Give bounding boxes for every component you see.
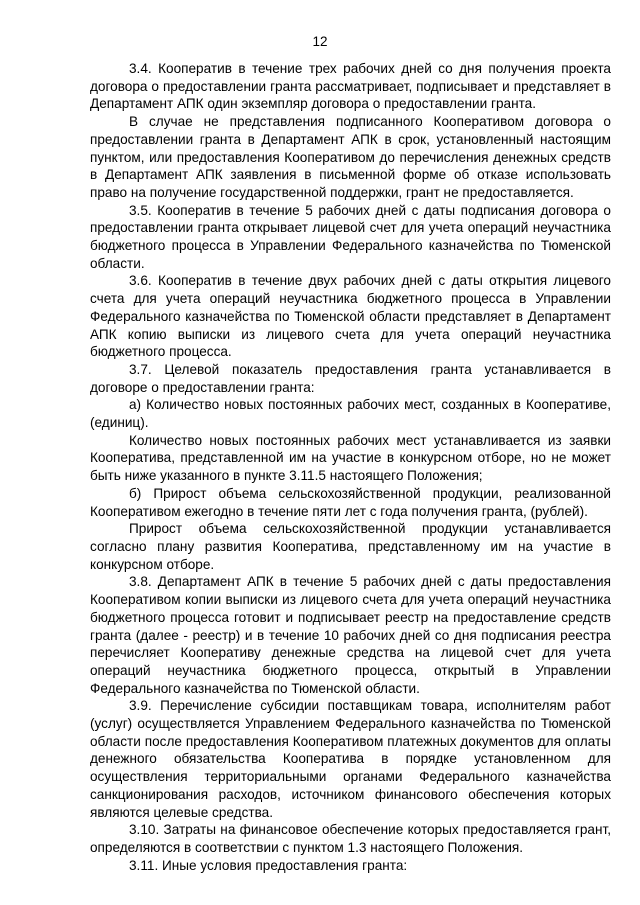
paragraph-3-10: 3.10. Затраты на финансовое обеспечение которых предоставляется грант, определяются в соответствии с пунктом 1.3 настоящего Положения. [90, 822, 611, 855]
paragraph-3-8: 3.8. Департамент АПК в течение 5 рабочих дней с даты предоставления Кооперативом копии выписки из лицевого счета для учета операций неучастника бюджетного процесса готовит и подписывает реестр на предоставление средств гранта (далее - реестр) и в течение 10 рабочих дней со дня подписания реестра перечисляет Кооперативу денежные средства на лицевой счет для учета операций неучастника бюджетного процесса, открытый в Управлении Федерального казначейства по Тюменской области. [90, 574, 611, 696]
paragraph-3-7-a: а) Количество новых постоянных рабочих мест, созданных в Кооперативе, (единиц). [90, 397, 611, 431]
paragraph-3-7: 3.7. Целевой показатель предоставления гранта устанавливается в договоре о предоставлении гранта: [90, 361, 611, 395]
paragraph-3-6: 3.6. Кооператив в течение двух рабочих дней с даты открытия лицевого счета для учета операций неучастника бюджетного процесса в Управлении Федерального казначейства по Тюменской области представляет в Департамент АПК копию выписки из лицевого счета для учета операций неучастника бюджетного процесса. [90, 273, 611, 360]
page-number: 12 [312, 34, 328, 49]
paragraph-3-4-refusal: В случае не представления подписанного Кооперативом договора о предоставлении гранта в Департамент АПК в срок, установленный настоящим пунктом, или предоставления Кооперативом до перечисления денежных средств в Департамент АПК заявления в письменной форме об отказе использовать право на получение государственной поддержки, грант не предоставляется. [90, 114, 611, 200]
paragraph-3-7-b: б) Прирост объема сельскохозяйственной продукции, реализованной Кооперативом ежегодно в течение пяти лет с года получения гранта, (рублей). [90, 485, 611, 519]
paragraph-3-5: 3.5. Кооператив в течение 5 рабочих дней с даты подписания договора о предоставлении гранта открывает лицевой счет для учета операций неучастника бюджетного процесса в Управлении Федерального казначейства по Тюменской области. [90, 202, 611, 271]
paragraph-3-11: 3.11. Иные условия предоставления гранта: [129, 857, 408, 873]
paragraph-3-4: 3.4. Кооператив в течение трех рабочих дней со дня получения проекта договора о предоставлении гранта рассматривает, подписывает и представляет в Департамент АПК один экземпляр договора о предоставлении гранта. [90, 61, 611, 112]
paragraph-3-7-b-note: Прирост объема сельскохозяйственной продукции устанавливается согласно плану развития Кооператива, представленному им на участие в конкурсном отборе. [90, 521, 611, 572]
paragraph-3-7-a-note: Количество новых постоянных рабочих мест устанавливается из заявки Кооператива, представленной им на участие в конкурсном отборе, но не может быть ниже указанного в пункте 3.11.5 настоящего Положения; [90, 432, 611, 484]
document-body [90, 60, 611, 874]
paragraph-3-9: 3.9. Перечисление субсидии поставщикам товара, исполнителям работ (услуг) осуществляется Управлением Федерального казначейства по Тюменской области после предоставления Кооперативом платежных документов для оплаты денежного обязательства Кооператива в порядке установленном для осуществления территориальными органами Федерального казначейства санкционирования расходов, источником финансового обеспечения которых являются целевые средства. [90, 698, 611, 820]
